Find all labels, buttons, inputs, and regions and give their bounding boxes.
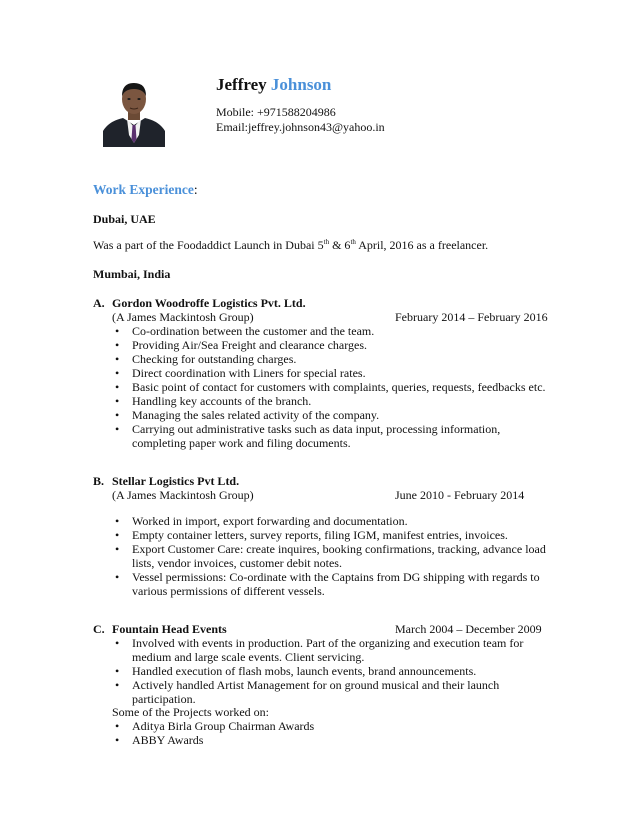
list-item: • Empty container letters, survey reports, filing IGM, manifest entries, invoices. [112,528,552,542]
company-c-dates: March 2004 – December 2009 [395,622,542,636]
company-b-group: (A James Mackintosh Group) [112,488,254,502]
list-item: • Export Customer Care: create inquires, booking confirmations, tracking, advance load lists, vendor invoices, customer debit notes. [112,542,552,570]
company-c-name: Fountain Head Events [112,622,227,636]
section-title-colon: : [193,182,198,197]
company-a-group: (A James Mackintosh Group) [112,310,254,324]
list-item: • Handled execution of flash mobs, launch events, brand announcements. [112,664,552,678]
dubai-sup-2: th [350,238,356,246]
company-a-duties [112,324,553,450]
mobile-line: Mobile: +971588204986 [216,105,336,119]
list-item: • Managing the sales related activity of the company. [112,408,552,422]
section-title-text: Work Experience [93,182,194,197]
last-name: Johnson [270,75,332,94]
company-b-letter: B. [93,474,105,488]
dubai-description [93,238,488,252]
company-b-dates: June 2010 - February 2014 [395,488,525,502]
company-a-letter: A. [93,296,105,310]
list-item: • Aditya Birla Group Chairman Awards [112,719,552,733]
location-dubai: Dubai, UAE [93,212,156,226]
dubai-text-c: April, 2016 as a freelancer. [355,238,489,252]
list-item: • Worked in import, export forwarding and documentation. [112,514,552,528]
candidate-name [216,75,331,95]
company-a-block [93,296,553,450]
company-c-letter: C. [93,622,105,636]
projects-list-wrap [93,719,552,747]
projects-list [112,719,552,747]
company-a-dates: February 2014 – February 2016 [395,310,548,324]
dubai-sup-1: th [323,238,330,246]
dubai-text-b: & 6 [329,238,351,252]
list-item: • Involved with events in production. Part of the organizing and execution team for medium and large scale events. Client servicing. [112,636,552,664]
company-b-duties [112,514,553,598]
contact-info [216,105,385,135]
email-line[interactable]: Email:jeffrey.johnson43@yahoo.in [216,120,385,134]
projects-intro: Some of the Projects worked on: [112,705,269,719]
list-item: • Checking for outstanding charges. [112,352,552,366]
first-name: Jeffrey [216,75,267,94]
location-mumbai: Mumbai, India [93,267,171,281]
work-experience-heading [93,183,198,197]
company-a-name: Gordon Woodroffe Logistics Pvt. Ltd. [112,296,306,310]
list-item: • Direct coordination with Liners for special rates. [112,366,552,380]
list-item: • Vessel permissions: Co-ordinate with the Captains from DG shipping with regards to various permissions of different vessels. [112,570,552,598]
list-item: • Handling key accounts of the branch. [112,394,552,408]
list-item: • Providing Air/Sea Freight and clearance charges. [112,338,552,352]
list-item: • Basic point of contact for customers with complaints, queries, requests, feedbacks etc. [112,380,552,394]
company-c-block [93,622,553,706]
dubai-text-a: Was a part of the Foodaddict Launch in Dubai 5 [93,238,324,252]
company-b-name: Stellar Logistics Pvt Ltd. [112,474,240,488]
list-item: • ABBY Awards [112,733,552,747]
list-item: • Carrying out administrative tasks such as data input, processing information, completing paper work and filing documents. [112,422,552,450]
profile-photo [103,77,165,147]
list-item: • Co-ordination between the customer and the team. [112,324,552,338]
company-c-duties [112,636,553,706]
list-item: • Actively handled Artist Management for on ground musical and their launch participation. [112,678,552,706]
company-b-block [93,474,553,598]
